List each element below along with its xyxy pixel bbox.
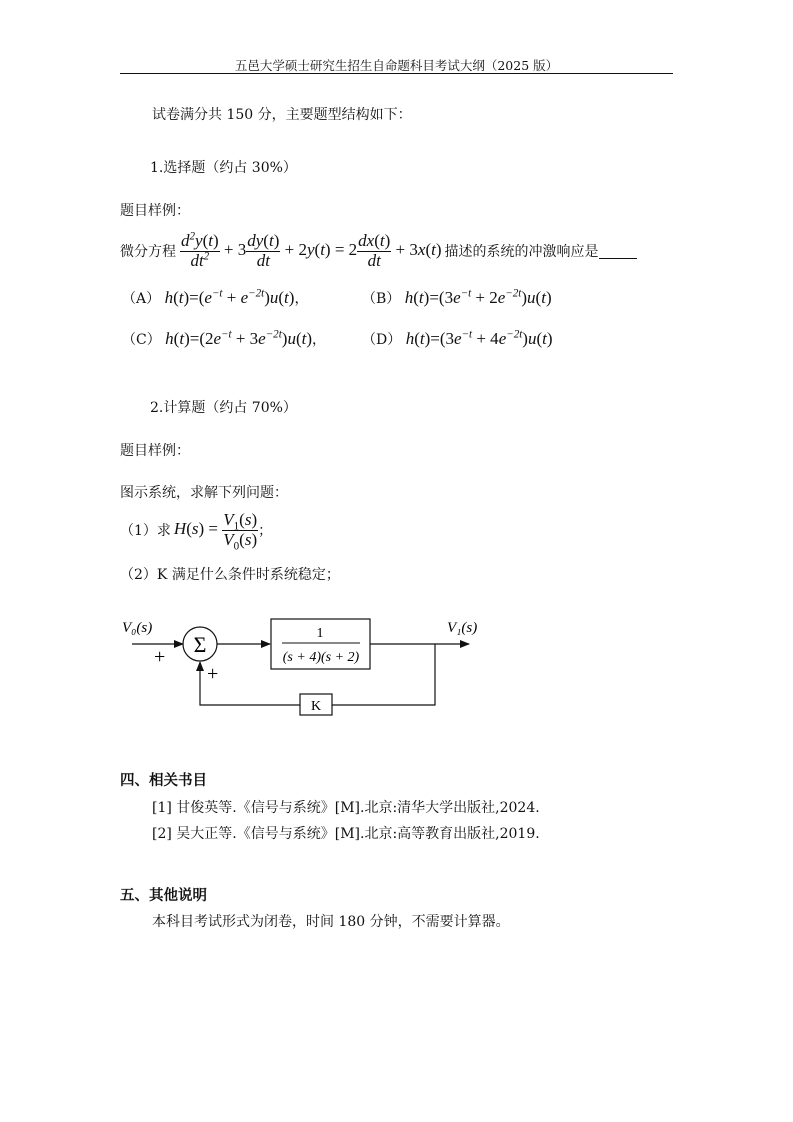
option-a-formula: $h(t)=(e^{-t} + e^{-2t})u(t)$: [164, 287, 295, 307]
question-1-suffix: ；: [258, 523, 273, 539]
question-1-prefix: （1）求: [120, 523, 171, 539]
input-signal-label: V₀(s): [122, 620, 153, 636]
option-c-label: （C）: [122, 332, 161, 348]
summation-symbol: Σ: [193, 632, 207, 657]
intro-text: 试卷满分共 150 分，主要题型结构如下：: [152, 107, 412, 123]
option-a: [122, 288, 308, 308]
reference-2: [2] 吴大正等.《信号与系统》[M].北京:高等教育出版社,2019.: [152, 826, 540, 842]
option-d: [362, 329, 553, 349]
question-2: （2）K 满足什么条件时系统稳定；: [120, 567, 340, 583]
section1-example-label: 题目样例：: [120, 203, 190, 219]
section2-example-label: 题目样例：: [120, 443, 190, 459]
output-signal-label: V₁(s): [447, 620, 478, 636]
section2-prompt: 图示系统，求解下列问题：: [120, 485, 288, 501]
section5-text: 本科目考试形式为闭卷，时间 180 分钟，不需要计算器。: [152, 914, 510, 930]
option-c-comma: ，: [312, 332, 327, 348]
section5-heading: 五、其他说明: [120, 888, 207, 904]
feedback-plus-sign: +: [207, 663, 219, 685]
question-prefix: 微分方程: [120, 244, 176, 260]
input-plus-sign: +: [154, 646, 166, 668]
section1-heading: 1.选择题（约占 30%）: [150, 160, 297, 176]
question-line: [120, 229, 637, 273]
option-b: [362, 288, 552, 308]
option-d-formula: $h(t)=(3e^{-t} + 4e^{-2t})u(t)$: [405, 328, 553, 348]
forward-block-denominator: (s + 4)(s + 2): [282, 650, 360, 665]
section2-heading: 2.计算题（约占 70%）: [150, 400, 297, 416]
differential-equation: $\frac{d^2y(t)}{dt^2}$ + 3 $\frac{dy(t)}{dt}$ + 2y(t) = 2 $\frac{dx(t)}{dt}$ + 3x(t): [181, 230, 442, 270]
option-b-formula: $h(t)=(3e^{-t} + 2e^{-2t})u(t)$: [404, 287, 552, 307]
option-c: [122, 329, 326, 349]
forward-block-numerator: 1: [316, 626, 324, 641]
reference-1: [1] 甘俊英等.《信号与系统》[M].北京:清华大学出版社,2024.: [152, 800, 540, 816]
option-d-label: （D）: [362, 332, 402, 348]
answer-blank: [599, 244, 637, 259]
page-header: 五邑大学硕士研究生招生自命题科目考试大纲（2025 版）: [234, 58, 559, 73]
option-a-label: （A）: [122, 291, 161, 307]
feedback-gain-label: K: [310, 699, 322, 714]
option-b-label: （B）: [362, 291, 401, 307]
option-c-formula: $h(t)=(2e^{-t} + 3e^{-2t})u(t)$: [165, 328, 313, 348]
option-a-comma: ，: [294, 291, 309, 307]
transfer-function-formula: H(s) = $\frac{V_1(s)}{V_0(s)}$: [173, 509, 258, 552]
section4-heading: 四、相关书目: [120, 773, 207, 789]
block-diagram: [110, 608, 490, 718]
question-1: [120, 508, 272, 552]
question-suffix: 描述的系统的冲激响应是: [444, 244, 599, 260]
header-rule: [120, 73, 673, 74]
